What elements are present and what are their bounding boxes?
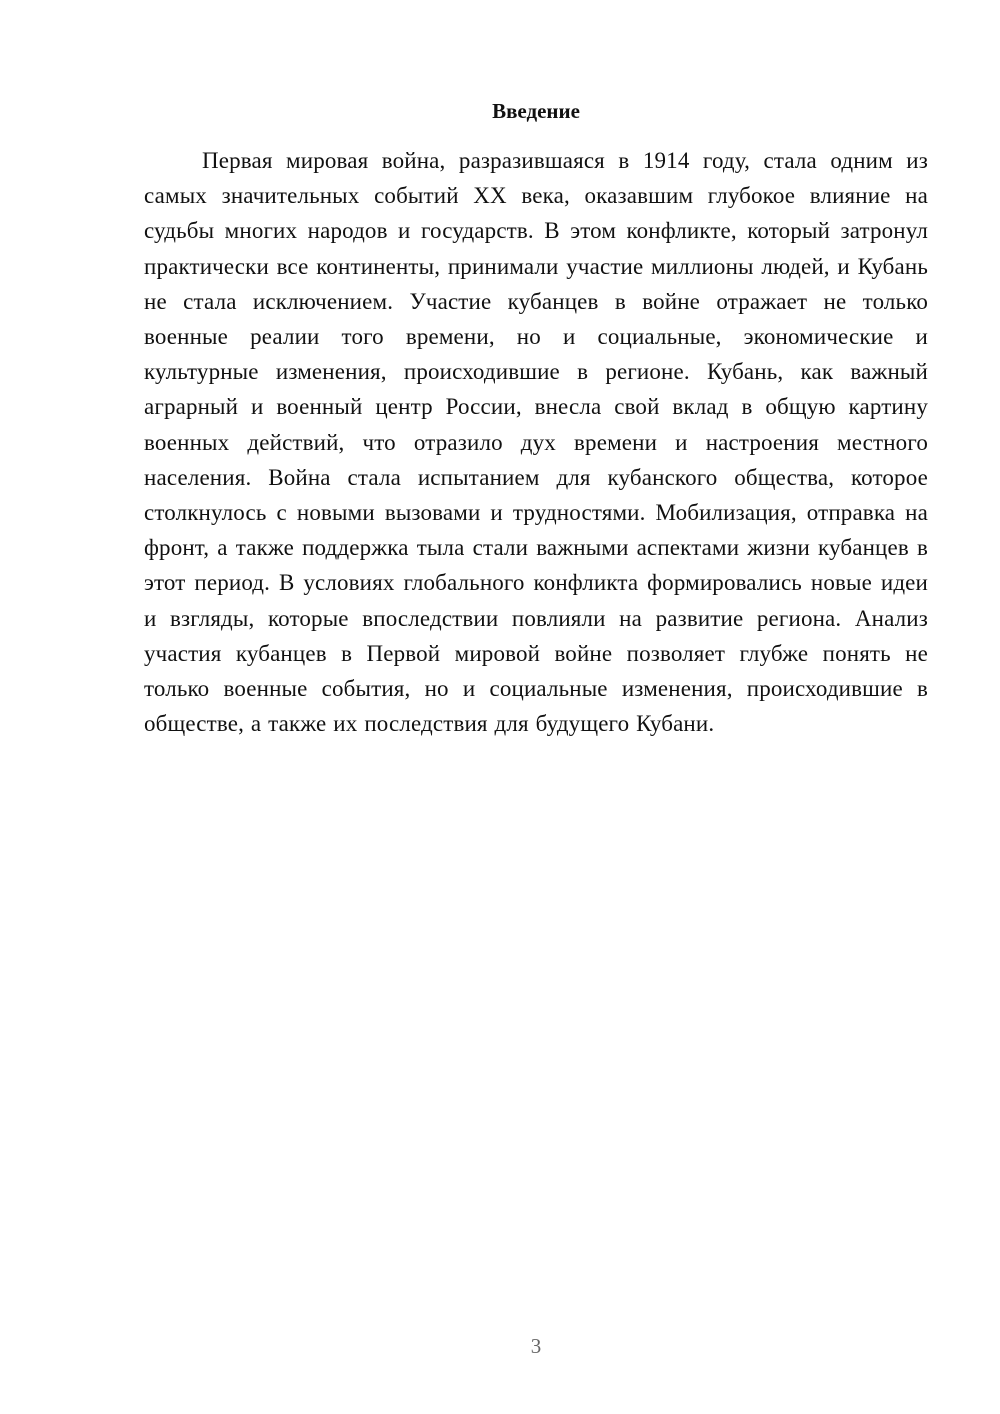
page-number: 3	[530, 1334, 542, 1358]
body-paragraph: Первая мировая война, разразившаяся в 1914 году, стала одним из самых значительных событий XX века, оказавшим глубокое влияние на судьбы многих народов и государств. В этом конфликте, который затронул практически все континенты, принимали участие миллионы людей, и Кубань не стала исключением. Участие кубанцев в войне отражает не только военные реалии того времени, но и социальные, экономические и культурные изменения, происходившие в регионе. Кубань, как важный аграрный и военный центр России, внесла свой вклад в общую картину военных действий, что отразило дух времени и настроения местного населения. Война стала испытанием для кубанского общества, которое столкнулось с новыми вызовами и трудностями. Мобилизация, отправка на фронт, а также поддержка тыла стали важными аспектами жизни кубанцев в этот период. В условиях глобального конфликта формировались новые идеи и взгляды, которые впоследствии повлияли на развитие региона. Анализ участия кубанцев в Первой мировой войне позволяет глубже понять не только военные события, но и социальные изменения, происходившие в обществе, а также их последствия для будущего Кубани.	[144, 148, 928, 737]
section-heading: Введение	[492, 99, 580, 123]
